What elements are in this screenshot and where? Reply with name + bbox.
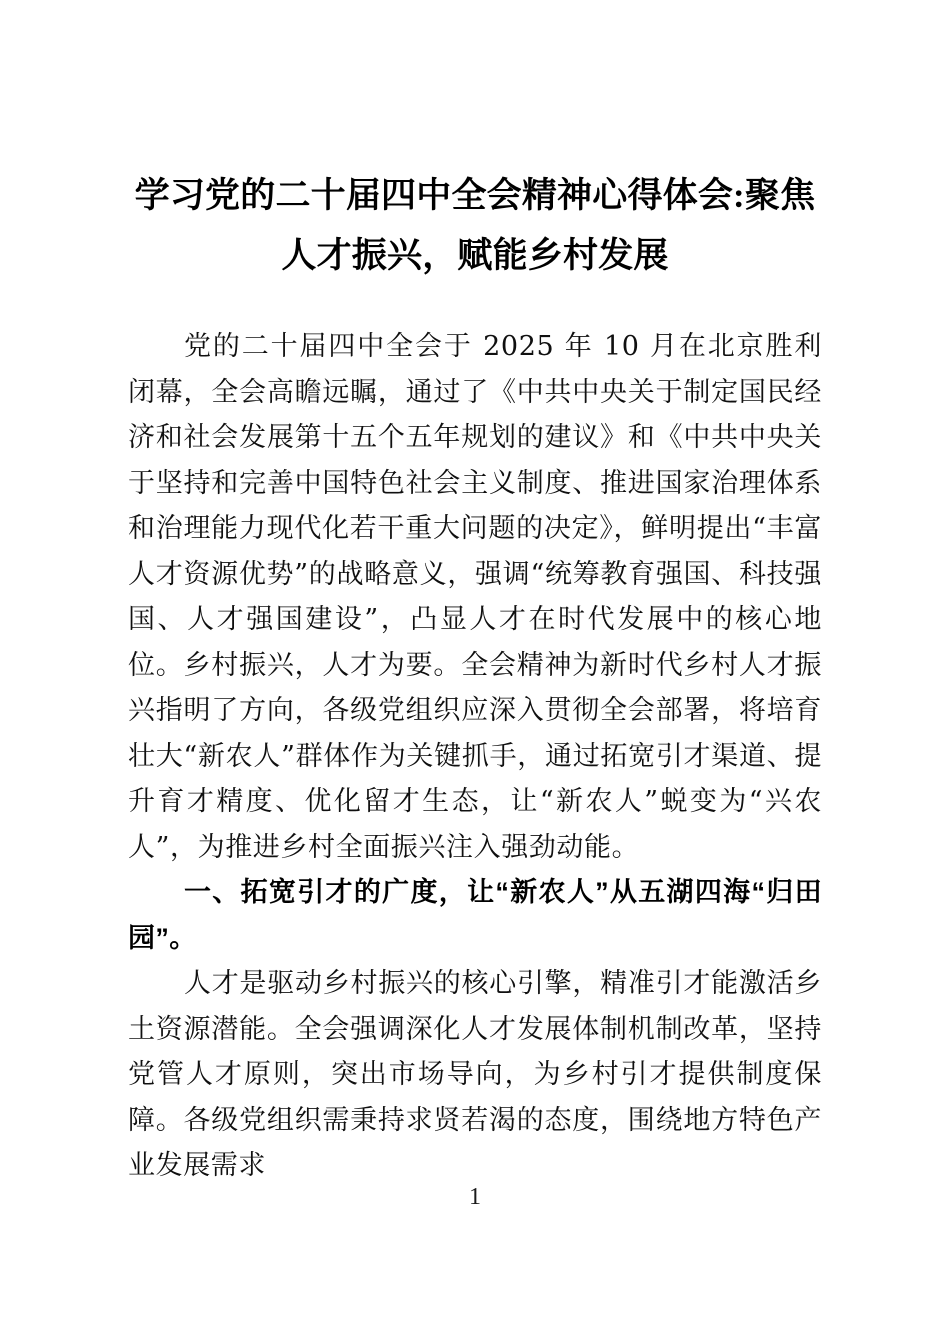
page-title: 学习党的二十届四中全会精神心得体会:聚焦人才振兴，赋能乡村发展 bbox=[134, 176, 816, 275]
document-content bbox=[128, 0, 822, 1189]
document-body bbox=[128, 324, 822, 1189]
page-number: 1 bbox=[469, 1184, 481, 1210]
intro-paragraph: 党的二十届四中全会于 2025 年 10 月在北京胜利闭幕，全会高瞻远瞩，通过了《中共中央关于制定国民经济和社会发展第十五个五年规划的建议》和《中共中央关于坚持和完善中国特色社会主义制度、推进国家治理体系和治理能力现代化若干重大问题的决定》，鲜明提出“丰富人才资源优势”的战略意义，强调“统筹教育强国、科技强国、人才强国建设”，凸显人才在时代发展中的核心地位。乡村振兴，人才为要。全会精神为新时代乡村人才振兴指明了方向，各级党组织应深入贯彻全会部署，将培育壮大“新农人”群体作为关键抓手，通过拓宽引才渠道、提升育才精度、优化留才生态，让“新农人”蜕变为“兴农人”，为推进乡村全面振兴注入强劲动能。 bbox=[128, 331, 822, 863]
section-one-heading: 一、拓宽引才的广度，让“新农人”从五湖四海“归田园”。 bbox=[128, 877, 822, 953]
section-one-paragraph: 人才是驱动乡村振兴的核心引擎，精准引才能激活乡土资源潜能。全会强调深化人才发展体制机制改革，坚持党管人才原则，突出市场导向，为乡村引才提供制度保障。各级党组织需秉持求贤若渴的态度，围绕地方特色产业发展需求 bbox=[128, 968, 822, 1181]
